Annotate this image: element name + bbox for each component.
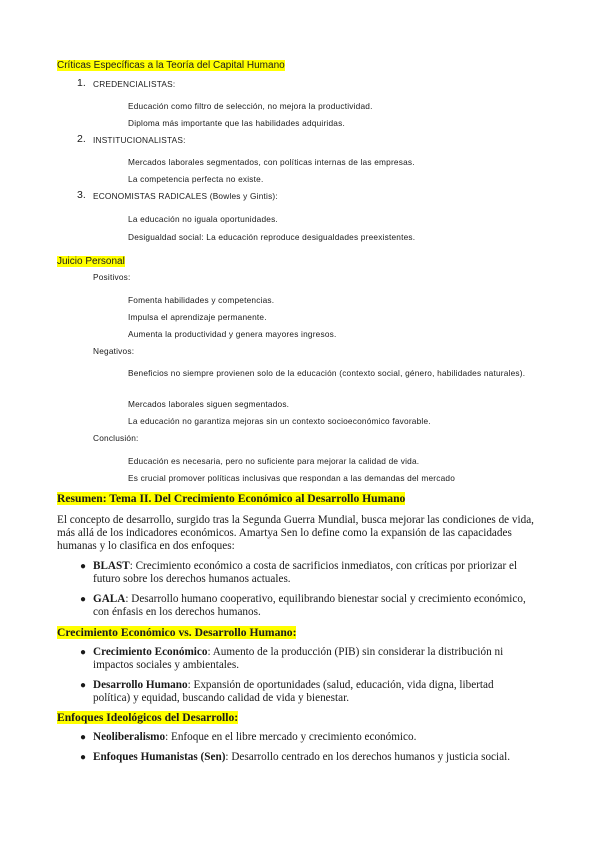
enfoques-humanistas-term: Enfoques Humanistas (Sen) (93, 751, 226, 763)
conclusion-label: Conclusión: (93, 433, 139, 443)
neoliberalismo (93, 731, 533, 744)
negativo-item-1: Beneficios no siempre provienen solo de la educación (contexto social, género, habilidades naturales). (128, 368, 526, 378)
crecimiento-economico-text: : Aumento de la producción (PIB) sin considerar la distribución ni impactos sociales y ambientales. (93, 646, 504, 671)
bullet-dot: ● (80, 594, 87, 605)
enfoque-gala (93, 593, 533, 619)
negativo-item-3: La educación no garantiza mejoras sin un contexto socioeconómico favorable. (128, 416, 431, 426)
bullet-dot: ● (80, 561, 87, 572)
desarrollo-humano (93, 679, 533, 705)
crecimiento-title: Crecimiento Económico vs. Desarrollo Humano: (57, 626, 297, 639)
ideologicos-title: Enfoques Ideológicos del Desarrollo: (57, 711, 239, 724)
positivo-item-3: Aumenta la productividad y genera mayores ingresos. (128, 329, 337, 339)
enfoque-blast-term: BLAST (93, 560, 130, 572)
criticas-item-1-sub-1: Educación como filtro de selección, no mejora la productividad. (128, 101, 373, 111)
neoliberalismo-text: : Enfoque en el libre mercado y crecimiento económico. (165, 731, 417, 743)
criticas-item-1-number: 1. (77, 77, 86, 89)
bullet-dot: ● (80, 647, 87, 658)
enfoque-blast-text: : Crecimiento económico a costa de sacrificios inmediatos, con críticas por priorizar el futuro sobre los derechos humanos actuales. (93, 560, 518, 585)
conclusion-item-1: Educación es necesaria, pero no suficiente para mejorar la calidad de vida. (128, 456, 420, 466)
enfoques-humanistas (93, 751, 533, 764)
criticas-item-3-label: ECONOMISTAS RADICALES (Bowles y Gintis): (93, 191, 278, 201)
neoliberalismo-term: Neoliberalismo (93, 731, 166, 743)
resumen-title: Resumen: Tema II. Del Crecimiento Económico al Desarrollo Humano (57, 492, 406, 505)
criticas-item-3-number: 3. (77, 189, 86, 201)
criticas-item-2-sub-1: Mercados laborales segmentados, con políticas internas de las empresas. (128, 157, 415, 167)
juicio-title: Juicio Personal (57, 256, 125, 267)
desarrollo-humano-text: : Expansión de oportunidades (salud, educación, vida digna, libertad política) y equidad, buscando calidad de vida y bienestar. (93, 679, 494, 704)
criticas-item-1-label: CREDENCIALISTAS: (93, 79, 176, 89)
enfoques-humanistas-text: : Desarrollo centrado en los derechos humanos y justicia social. (225, 751, 510, 763)
desarrollo-humano-term: Desarrollo Humano (93, 679, 188, 691)
positivo-item-1: Fomenta habilidades y competencias. (128, 295, 275, 305)
criticas-item-2-number: 2. (77, 133, 86, 145)
criticas-item-3-sub-1: La educación no iguala oportunidades. (128, 214, 278, 224)
bullet-dot: ● (80, 752, 87, 763)
criticas-item-3-sub-2: Desigualdad social: La educación reproduce desigualdades preexistentes. (128, 232, 416, 242)
crecimiento-economico-term: Crecimiento Económico (93, 646, 208, 658)
negativo-item-2: Mercados laborales siguen segmentados. (128, 399, 290, 409)
enfoque-blast (93, 560, 533, 586)
enfoque-gala-text: : Desarrollo humano cooperativo, equilibrando bienestar social y crecimiento económico, con énfasis en los derechos humanos. (93, 593, 526, 618)
criticas-item-2-label: INSTITUCIONALISTAS: (93, 135, 186, 145)
criticas-title: Críticas Específicas a la Teoría del Capital Humano (57, 60, 285, 71)
criticas-item-2-sub-2: La competencia perfecta no existe. (128, 174, 264, 184)
criticas-item-1-sub-2: Diploma más importante que las habilidades adquiridas. (128, 118, 345, 128)
bullet-dot: ● (80, 732, 87, 743)
positivos-label: Positivos: (93, 272, 131, 282)
conclusion-item-2: Es crucial promover políticas inclusivas que respondan a las demandas del mercado (128, 473, 456, 483)
enfoque-gala-term: GALA (93, 593, 126, 605)
crecimiento-economico (93, 646, 533, 672)
positivo-item-2: Impulsa el aprendizaje permanente. (128, 312, 267, 322)
bullet-dot: ● (80, 680, 87, 691)
resumen-intro: El concepto de desarrollo, surgido tras la Segunda Guerra Mundial, busca mejorar las condiciones de vida, más allá de los indicadores económicos. Amartya Sen lo define como la expansión de las capacidades humanas y lo clasifica en dos enfoques: (57, 514, 534, 552)
negativos-label: Negativos: (93, 346, 135, 356)
